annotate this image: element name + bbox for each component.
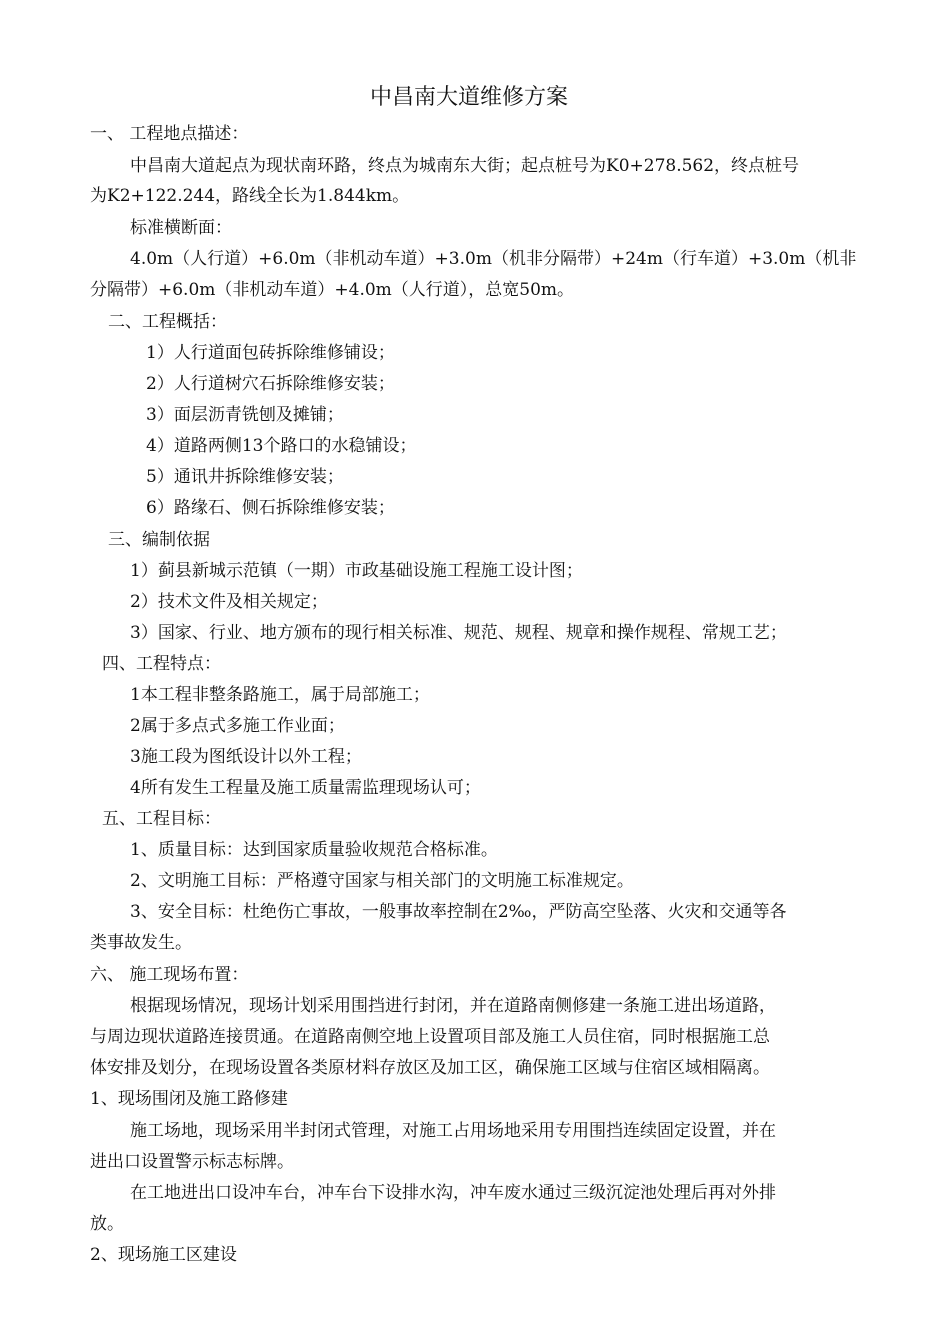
paragraph-line: 在工地进出口设冲车台，冲车台下设排水沟，冲车废水通过三级沉淀池处理后再对外排 (130, 1183, 776, 1203)
list-item: 1本工程非整条路施工，属于局部施工； (130, 685, 430, 705)
list-item: 3施工段为图纸设计以外工程； (130, 747, 362, 767)
paragraph-line: 分隔带）+6.0m（非机动车道）+4.0m（人行道），总宽50m。 (90, 280, 575, 300)
list-item: 1）人行道面包砖拆除维修铺设； (146, 343, 395, 363)
section-5-heading: 五、工程目标： (102, 809, 221, 829)
list-item: 2）人行道树穴石拆除维修安装； (146, 374, 395, 394)
document-title: 中昌南大道维修方案 (370, 85, 569, 110)
list-item: 2属于多点式多施工作业面； (130, 716, 345, 736)
list-item: 1）蓟县新城示范镇（一期）市政基础设施工程施工设计图； (130, 561, 583, 581)
paragraph-line: 进出口设置警示标志标牌。 (90, 1152, 294, 1172)
section-2-heading: 二、工程概括： (108, 312, 227, 332)
paragraph-line: 标准横断面： (130, 218, 232, 238)
list-item: 2）技术文件及相关规定； (130, 592, 328, 612)
paragraph-line: 中昌南大道起点为现状南环路，终点为城南东大街；起点桩号为K0+278.562，终点桩号 (130, 156, 800, 176)
section-1-heading: 一、 工程地点描述： (90, 124, 249, 144)
list-item: 3、安全目标：杜绝伤亡事故，一般事故率控制在2‰，严防高空坠落、火灾和交通等各 (130, 902, 787, 922)
list-item: 1、质量目标：达到国家质量验收规范合格标准。 (130, 840, 498, 860)
paragraph-line: 放。 (90, 1214, 124, 1234)
paragraph-line: 根据现场情况，现场计划采用围挡进行封闭，并在道路南侧修建一条施工进出场道路， (130, 996, 776, 1016)
paragraph-line: 4.0m（人行道）+6.0m（非机动车道）+3.0m（机非分隔带）+24m（行车道）+3.0m（机非 (130, 249, 857, 269)
list-item: 3）国家、行业、地方颁布的现行相关标准、规范、规程、规章和操作规程、常规工艺； (130, 623, 787, 643)
paragraph-line: 与周边现状道路连接贯通。在道路南侧空地上设置项目部及施工人员住宿，同时根据施工总 (90, 1027, 770, 1047)
list-item: 3）面层沥青铣刨及摊铺； (146, 405, 344, 425)
paragraph-line: 施工场地，现场采用半封闭式管理，对施工占用场地采用专用围挡连续固定设置，并在 (130, 1121, 776, 1141)
subsection-heading: 1、现场围闭及施工路修建 (90, 1089, 288, 1109)
paragraph-line: 为K2+122.244，路线全长为1.844km。 (90, 186, 410, 206)
paragraph-line: 体安排及划分，在现场设置各类原材料存放区及加工区，确保施工区域与住宿区域相隔离。 (90, 1058, 770, 1078)
section-4-heading: 四、工程特点： (102, 654, 221, 674)
paragraph-line: 类事故发生。 (90, 933, 192, 953)
section-3-heading: 三、编制依据 (108, 530, 210, 550)
list-item: 5）通讯井拆除维修安装； (146, 467, 344, 487)
subsection-heading: 2、现场施工区建设 (90, 1245, 237, 1265)
list-item: 2、文明施工目标：严格遵守国家与相关部门的文明施工标准规定。 (130, 871, 634, 891)
list-item: 4所有发生工程量及施工质量需监理现场认可； (130, 778, 481, 798)
section-6-heading: 六、 施工现场布置： (90, 965, 249, 985)
list-item: 4）道路两侧13个路口的水稳铺设； (146, 436, 417, 456)
list-item: 6）路缘石、侧石拆除维修安装； (146, 498, 395, 518)
